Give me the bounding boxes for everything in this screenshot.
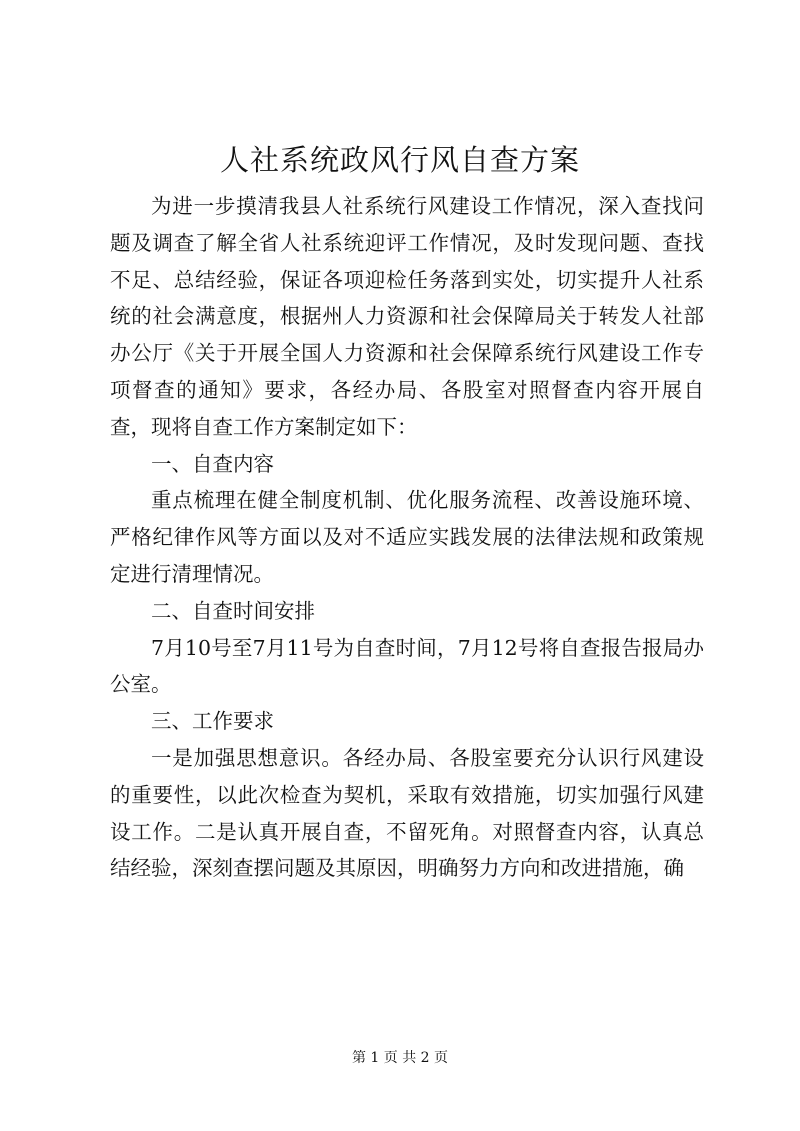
section-heading-content: 一、自查内容 xyxy=(151,451,274,476)
section-text-requirements: 一是加强思想意识。各经办局、各股室要充分认识行风建设的重要性，以此次检查为契机，采取有效措施，切实加强行风建设工作。二是认真开展自查，不留死角。对照督查内容，认真总结经验，深刻查摆问题及其原因，明确努力方向和改进措施，确 xyxy=(110,745,704,881)
page-number-footer: 第 1 页 共 2 页 xyxy=(351,1050,449,1066)
section-heading-requirements: 三、工作要求 xyxy=(151,709,274,734)
section-text-schedule: 7月10号至7月11号为自查时间，7月12号将自查报告报局办公室。 xyxy=(110,635,704,697)
document-body xyxy=(110,188,704,887)
document-title: 人社系统政风行风自查方案 xyxy=(219,143,580,177)
intro-paragraph: 为进一步摸清我县人社系统行风建设工作情况，深入查找问题及调查了解全省人社系统迎评工作情况，及时发现问题、查找不足、总结经验，保证各项迎检任务落到实处，切实提升人社系统的社会满意度，根据州人力资源和社会保障局关于转发人社部办公厅《关于开展全国人力资源和社会保障系统行风建设工作专项督查的通知》要求，各经办局、各股室对照督查内容开展自查，现将自查工作方案制定如下： xyxy=(110,194,704,439)
section-heading-schedule: 二、自查时间安排 xyxy=(151,598,315,623)
section-text-content: 重点梳理在健全制度机制、优化服务流程、改善设施环境、严格纪律作风等方面以及对不适应实践发展的法律法规和政策规定进行清理情况。 xyxy=(110,488,704,586)
